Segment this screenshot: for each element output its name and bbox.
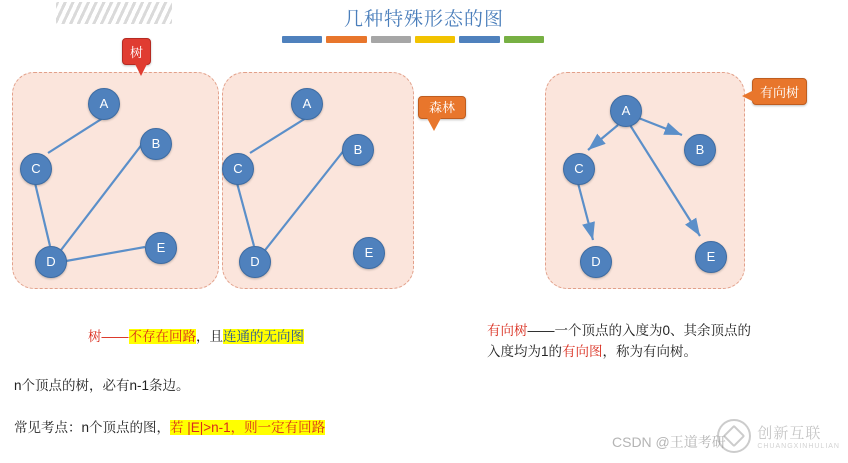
directed-body-red: 有向图 (562, 344, 603, 359)
callout-directed-tree-tail (742, 90, 754, 102)
caption-edges: n个顶点的树，必有n-1条边。 (14, 378, 190, 393)
caption-exam-point (14, 416, 325, 436)
watermark-csdn: CSDN @王道考研 (612, 434, 726, 450)
node-e[interactable]: E (695, 241, 727, 273)
rule-seg-5 (459, 36, 499, 43)
node-a[interactable]: A (610, 95, 642, 127)
rule-seg-4 (415, 36, 455, 43)
callout-directed-tree (752, 78, 807, 105)
title-rule (282, 36, 544, 43)
directed-prefix: 有向树 (487, 323, 528, 338)
directed-body-2: 入度均为1的 (487, 344, 563, 359)
node-a[interactable]: A (88, 88, 120, 120)
tree-def-mid: ，且 (196, 329, 223, 344)
callout-tree-tail (135, 64, 147, 76)
callout-tree (122, 38, 151, 65)
node-b[interactable]: B (342, 134, 374, 166)
node-c[interactable]: C (222, 153, 254, 185)
exam-prefix: 常见考点：n个顶点的图， (14, 420, 171, 435)
node-c[interactable]: C (20, 153, 52, 185)
brand-name: 创新互联 (757, 425, 822, 442)
node-d[interactable]: D (239, 246, 271, 278)
node-e[interactable]: E (353, 237, 385, 269)
caption-directed-tree-definition (487, 320, 827, 362)
node-d[interactable]: D (35, 246, 67, 278)
callout-directed-tree-label: 有向树 (760, 85, 800, 100)
node-b[interactable]: B (140, 128, 172, 160)
directed-body-1: ——一个顶点的入度为0、其余顶点的 (527, 323, 752, 338)
rule-seg-2 (326, 36, 366, 43)
tree-def-highlight-2: 连通的无向图 (223, 329, 304, 344)
node-e[interactable]: E (145, 232, 177, 264)
caption-tree-definition (88, 325, 304, 345)
node-c[interactable]: C (563, 153, 595, 185)
rule-seg-3 (371, 36, 411, 43)
callout-forest (418, 96, 466, 119)
node-a[interactable]: A (291, 88, 323, 120)
callout-tree-label: 树 (130, 45, 144, 60)
node-d[interactable]: D (580, 246, 612, 278)
brand-subtitle: CHUANGXINHULIAN (757, 443, 840, 450)
node-b[interactable]: B (684, 134, 716, 166)
callout-forest-label: 森林 (428, 100, 455, 115)
rule-seg-1 (282, 36, 322, 43)
brand-logo-icon (717, 419, 751, 453)
exam-highlight: 若 |E|>n-1，则一定有回路 (170, 420, 326, 435)
tree-def-prefix: 树—— (88, 329, 129, 344)
callout-forest-tail (427, 118, 441, 131)
page-title: 几种特殊形态的图 (343, 9, 504, 30)
rule-seg-6 (504, 36, 544, 43)
directed-body-3: ，称为有向树。 (602, 344, 698, 359)
watermark-brand (717, 419, 840, 453)
tree-def-highlight: 不存在回路 (128, 329, 196, 344)
